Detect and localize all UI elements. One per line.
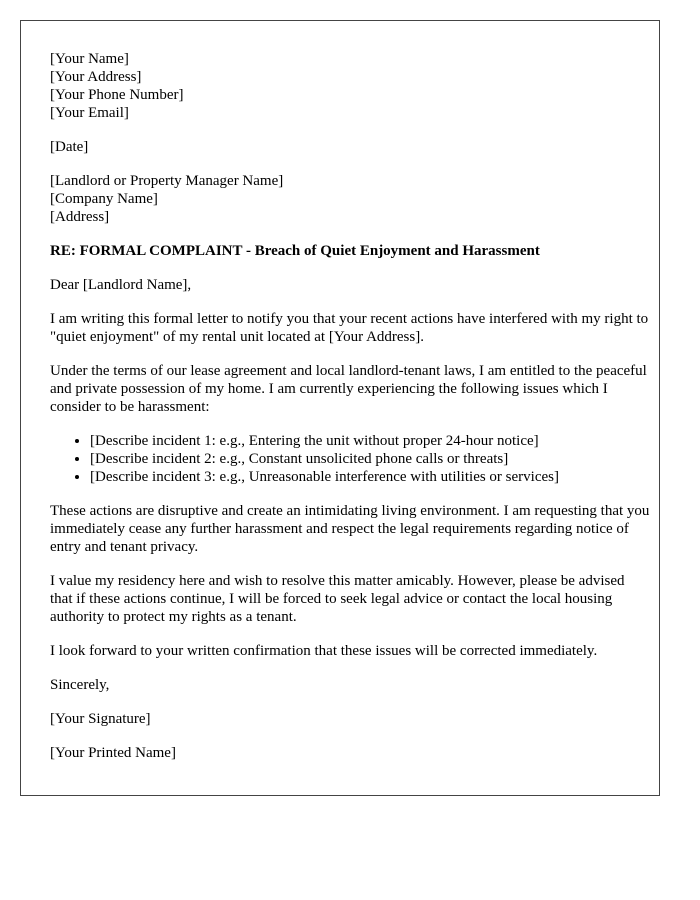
paragraph-request: These actions are disruptive and create an intimidating living environment. I am requesting that you immediately cease any further harassment and respect the legal requirements regarding notice of entry and tenant privacy. xyxy=(50,503,650,555)
incident-item: • [Describe incident 1: e.g., Entering the unit without proper 24-hour notice] xyxy=(90,432,650,450)
sender-name: [Your Name] xyxy=(50,51,129,67)
sender-email: [Your Email] xyxy=(50,105,129,121)
incident-list xyxy=(50,432,650,486)
letter-date: [Date] xyxy=(50,139,89,155)
sender-phone: [Your Phone Number] xyxy=(50,87,184,103)
recipient-block xyxy=(50,172,650,226)
letter-page xyxy=(20,20,660,796)
incident-item: • [Describe incident 2: e.g., Constant unsolicited phone calls or threats] xyxy=(90,450,650,468)
closing: Sincerely, xyxy=(50,677,110,693)
sender-address: [Your Address] xyxy=(50,69,142,85)
letter-content xyxy=(50,50,650,762)
salutation: Dear [Landlord Name], xyxy=(50,277,192,293)
incident-item: • [Describe incident 3: e.g., Unreasonable interference with utilities or services] xyxy=(90,468,650,486)
paragraph-rights: Under the terms of our lease agreement and local landlord-tenant laws, I am entitled to the peaceful and private possession of my home. I am currently experiencing the following issues which I consider to be harassment: xyxy=(50,363,647,415)
recipient-address: [Address] xyxy=(50,209,110,225)
recipient-company: [Company Name] xyxy=(50,191,158,207)
paragraph-closing-request: I look forward to your written confirmation that these issues will be corrected immediately. xyxy=(50,643,598,659)
signature: [Your Signature] xyxy=(50,711,151,727)
printed-name: [Your Printed Name] xyxy=(50,745,176,761)
sender-block xyxy=(50,50,650,122)
letter-subject: RE: FORMAL COMPLAINT - Breach of Quiet Enjoyment and Harassment xyxy=(50,243,540,259)
paragraph-notice: I am writing this formal letter to notify you that your recent actions have interfered with my right to "quiet enjoyment" of my rental unit located at [Your Address]. xyxy=(50,311,649,345)
paragraph-warning: I value my residency here and wish to resolve this matter amicably. However, please be advised that if these actions continue, I will be forced to seek legal advice or contact the local housing authority to protect my rights as a tenant. xyxy=(50,573,625,625)
recipient-name: [Landlord or Property Manager Name] xyxy=(50,173,284,189)
